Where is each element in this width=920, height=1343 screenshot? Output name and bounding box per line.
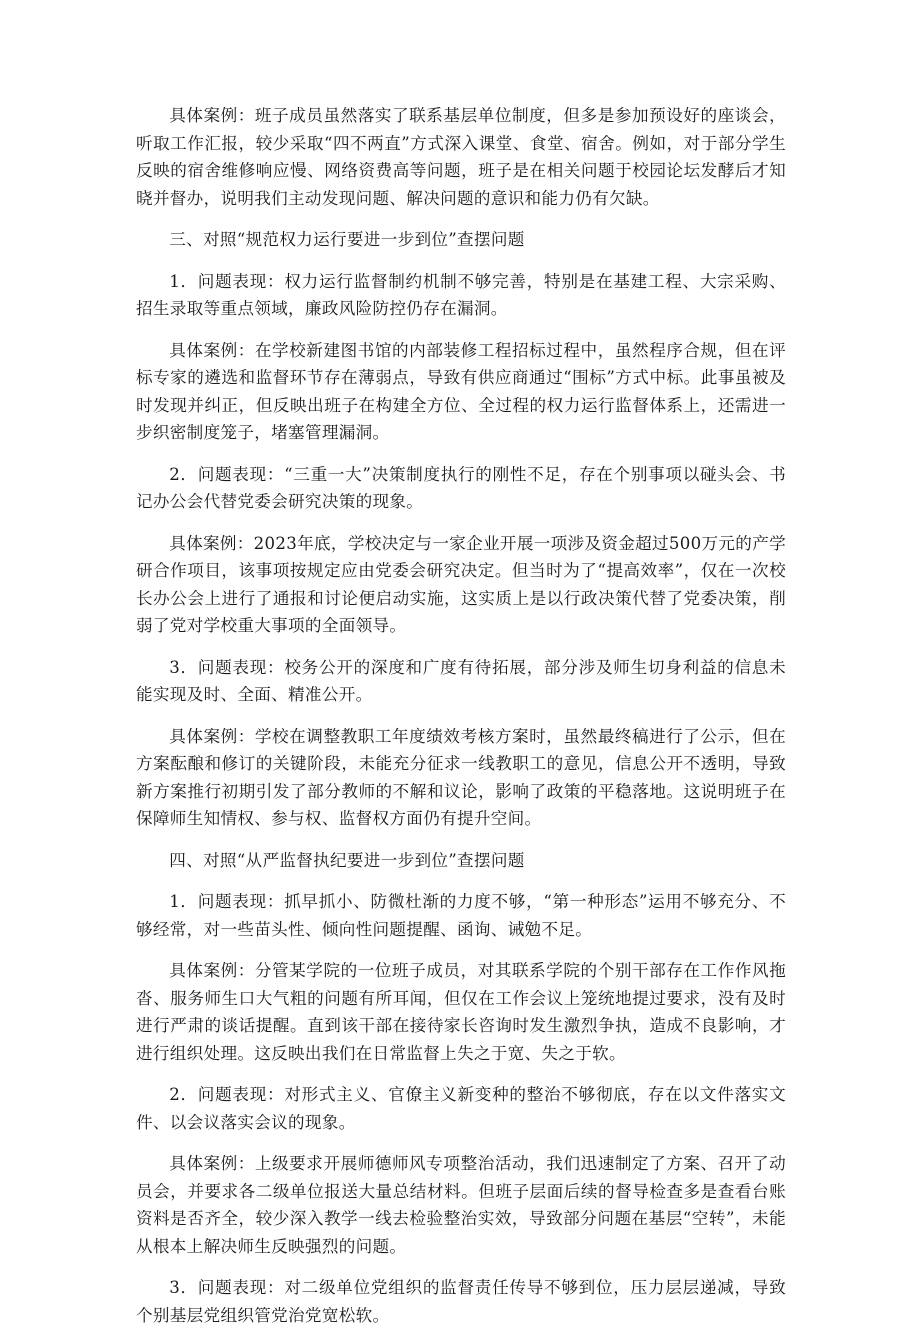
problem-paragraph: 3．问题表现：对二级单位党组织的监督责任传导不够到位，压力层层递减，导致个别基层党组织管党治党宽松软。 (136, 1278, 786, 1325)
section-heading-4: 四、对照“从严监督执纪要进一步到位”查摆问题 (169, 850, 525, 870)
problem-paragraph: 1．问题表现：权力运行监督制约机制不够完善，特别是在基建工程、大宗采购、招生录取等重点领域，廉政风险防控仍存在漏洞。 (136, 271, 786, 318)
case-paragraph: 具体案例：学校在调整教职工年度绩效考核方案时，虽然最终稿进行了公示，但在方案酝酿和修订的关键阶段，未能充分征求一线教职工的意见，信息公开不透明，导致新方案推行初期引发了部分教师的不解和议论，影响了政策的平稳落地。这说明班子在保障师生知情权、参与权、监督权方面仍有提升空间。 (136, 726, 786, 828)
section-heading-3: 三、对照“规范权力运行要进一步到位”查摆问题 (169, 230, 525, 249)
case-paragraph: 具体案例：班子成员虽然落实了联系基层单位制度，但多是参加预设好的座谈会，听取工作汇报，较少采取“四不两直”方式深入课堂、食堂、宿舍。例如，对于部分学生反映的宿舍维修响应慢、网络资费高等问题，班子是在相关问题于校园论坛发酵后才知晓并督办，说明我们主动发现问题、解决问题的意识和能力仍有欠缺。 (136, 106, 786, 208)
document-page (136, 102, 786, 1343)
case-paragraph: 具体案例：2023年底，学校决定与一家企业开展一项涉及资金超过500万元的产学研合作项目，该事项按规定应由党委会研究决定。但当时为了“提高效率”，仅在一次校长办公会上进行了通报和讨论便启动实施，这实质上是以行政决策代替了党委决策，削弱了党对学校重大事项的全面领导。 (136, 533, 786, 635)
problem-paragraph: 1．问题表现：抓早抓小、防微杜渐的力度不够，“第一种形态”运用不够充分、不够经常，对一些苗头性、倾向性问题提醒、函询、诫勉不足。 (136, 892, 786, 939)
problem-paragraph: 3．问题表现：校务公开的深度和广度有待拓展，部分涉及师生切身利益的信息未能实现及时、全面、精准公开。 (136, 657, 786, 704)
case-paragraph: 具体案例：分管某学院的一位班子成员，对其联系学院的个别干部存在工作作风拖沓、服务师生口大气粗的问题有所耳闻，但仅在工作会议上笼统地提过要求，没有及时进行严肃的谈话提醒。直到该干部在接待家长咨询时发生激烈争执，造成不良影响，才进行组织处理。这反映出我们在日常监督上失之于宽、失之于软。 (136, 961, 786, 1063)
problem-paragraph: 2．问题表现：“三重一大”决策制度执行的刚性不足，存在个别事项以碰头会、书记办公会代替党委会研究决策的现象。 (136, 464, 786, 511)
problem-paragraph: 2．问题表现：对形式主义、官僚主义新变种的整治不够彻底，存在以文件落实文件、以会议落实会议的现象。 (136, 1085, 786, 1132)
case-paragraph: 具体案例：上级要求开展师德师风专项整治活动，我们迅速制定了方案、召开了动员会，并要求各二级单位报送大量总结材料。但班子层面后续的督导检查多是查看台账资料是否齐全，较少深入教学一线去检验整治实效，导致部分问题在基层“空转”，未能从根本上解决师生反映强烈的问题。 (136, 1154, 786, 1256)
case-paragraph: 具体案例：在学校新建图书馆的内部装修工程招标过程中，虽然程序合规，但在评标专家的遴选和监督环节存在薄弱点，导致有供应商通过“围标”方式中标。此事虽被及时发现并纠正，但反映出班子在构建全方位、全过程的权力运行监督体系上，还需进一步织密制度笼子，堵塞管理漏洞。 (136, 340, 786, 442)
